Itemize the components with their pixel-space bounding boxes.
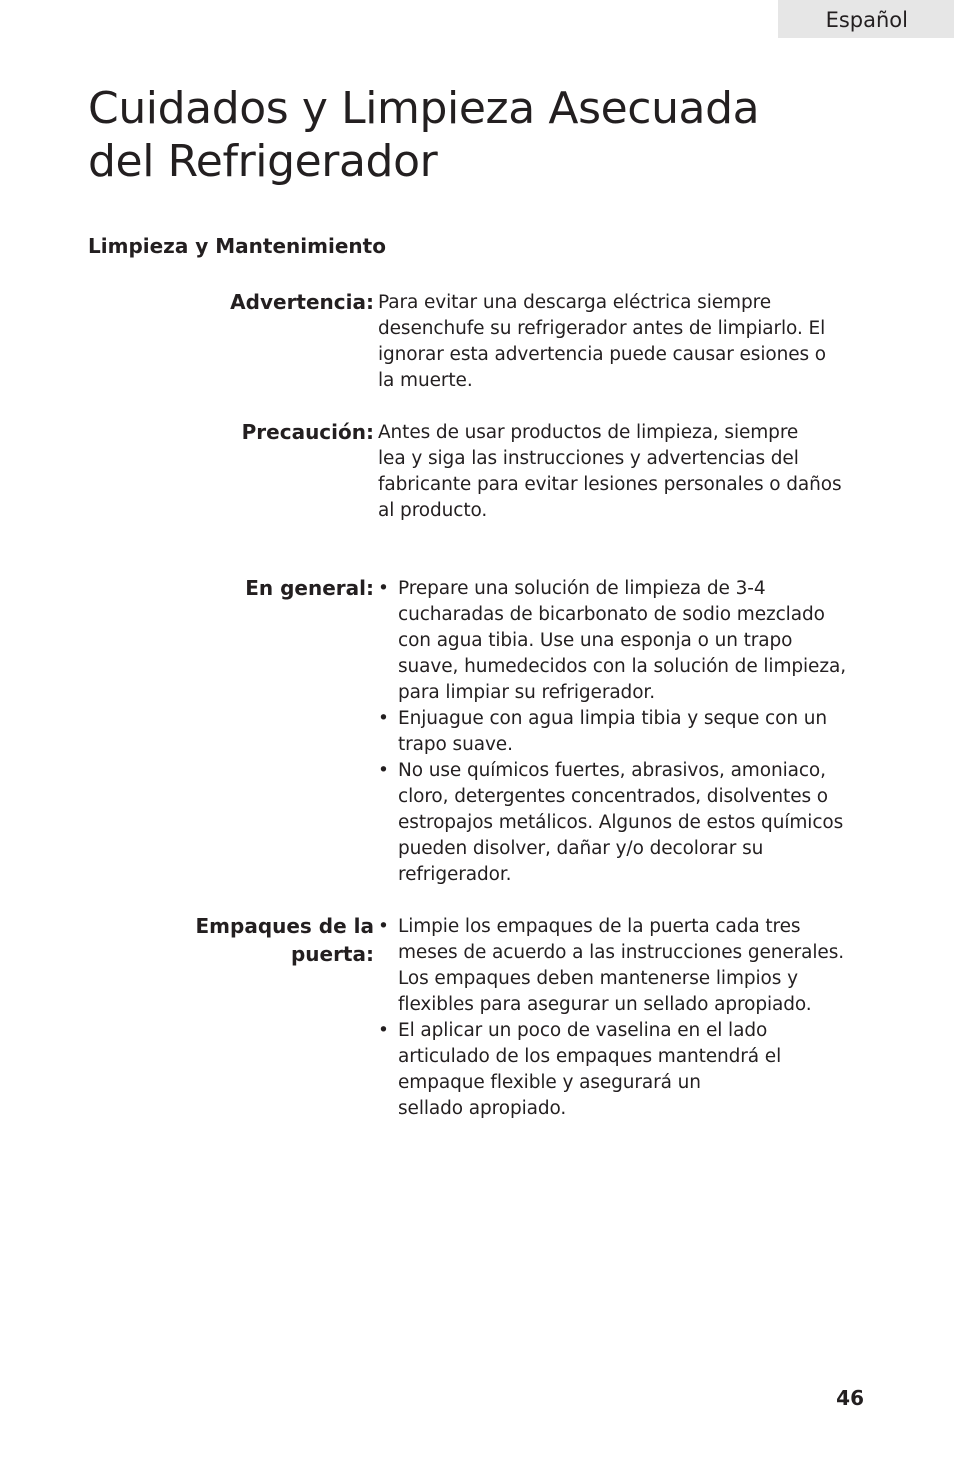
list-item <box>378 914 878 1018</box>
bullet-icon: • <box>378 578 389 599</box>
caution-text-line: lea y siga las instrucciones y advertencias del <box>378 448 799 469</box>
caution-text-line: al producto. <box>378 500 488 521</box>
list-item-line: pueden disolver, dañar y/o decolorar su <box>398 838 764 859</box>
warning-text-line: ignorar esta advertencia puede causar esiones o <box>378 344 827 365</box>
warning-text <box>378 290 868 394</box>
list-item-line: Enjuague con agua limpia tibia y seque con un <box>398 708 827 729</box>
general-label: En general: <box>245 576 374 600</box>
list-item-line: No use químicos fuertes, abrasivos, amoniaco, <box>398 760 826 781</box>
list-item-line: cloro, detergentes concentrados, disolventes o <box>398 786 829 807</box>
caution-text <box>378 420 868 524</box>
gaskets-label-line-2: puerta: <box>290 942 374 966</box>
bullet-icon: • <box>378 760 389 781</box>
list-item-line: suave, humedecidos con la solución de limpieza, <box>398 656 846 677</box>
list-item-line: con agua tibia. Use una esponja o un trapo <box>398 630 793 651</box>
list-item-line: cucharadas de bicarbonato de sodio mezclado <box>398 604 825 625</box>
list-item-line: sellado apropiado. <box>398 1098 567 1119</box>
list-item-line: flexibles para asegurar un sellado apropiado. <box>398 994 812 1015</box>
list-item-line: Los empaques deben mantenerse limpios y <box>398 968 798 989</box>
list-item-line: Prepare una solución de limpieza de 3-4 <box>398 578 766 599</box>
section-heading: Limpieza y Mantenimiento <box>88 234 386 258</box>
page-title <box>88 82 788 188</box>
list-item <box>378 576 878 706</box>
list-item <box>378 706 878 758</box>
gaskets-label <box>88 912 374 968</box>
caution-text-line: Antes de usar productos de limpieza, siempre <box>378 422 799 443</box>
language-tab: Español <box>778 0 954 38</box>
list-item-line: articulado de los empaques mantendrá el <box>398 1046 782 1067</box>
warning-label: Advertencia: <box>230 290 374 314</box>
gaskets-bullet-list <box>378 914 878 1122</box>
warning-text-line: la muerte. <box>378 370 473 391</box>
list-item-line: trapo suave. <box>398 734 513 755</box>
list-item-line: empaque flexible y asegurará un <box>398 1072 701 1093</box>
list-item-line: Limpie los empaques de la puerta cada tres <box>398 916 801 937</box>
warning-text-line: desenchufe su refrigerador antes de limpiarlo. El <box>378 318 826 339</box>
list-item-line: estropajos metálicos. Algunos de estos químicos <box>398 812 844 833</box>
bullet-icon: • <box>378 1020 389 1041</box>
page-number: 46 <box>836 1386 864 1410</box>
list-item-line: El aplicar un poco de vaselina en el lado <box>398 1020 768 1041</box>
warning-text-line: Para evitar una descarga eléctrica siempre <box>378 292 771 313</box>
list-item-line: meses de acuerdo a las instrucciones generales. <box>398 942 845 963</box>
page-title-line-1: Cuidados y Limpieza Asecuada <box>88 83 760 134</box>
bullet-icon: • <box>378 916 389 937</box>
general-bullet-list <box>378 576 878 888</box>
list-item <box>378 1018 878 1122</box>
bullet-icon: • <box>378 708 389 729</box>
page-title-line-2: del Refrigerador <box>88 136 438 187</box>
list-item-line: refrigerador. <box>398 864 512 885</box>
caution-label: Precaución: <box>241 420 374 444</box>
caution-text-line: fabricante para evitar lesiones personales o daños <box>378 474 842 495</box>
list-item-line: para limpiar su refrigerador. <box>398 682 656 703</box>
list-item <box>378 758 878 888</box>
gaskets-label-line-1: Empaques de la <box>195 914 374 938</box>
